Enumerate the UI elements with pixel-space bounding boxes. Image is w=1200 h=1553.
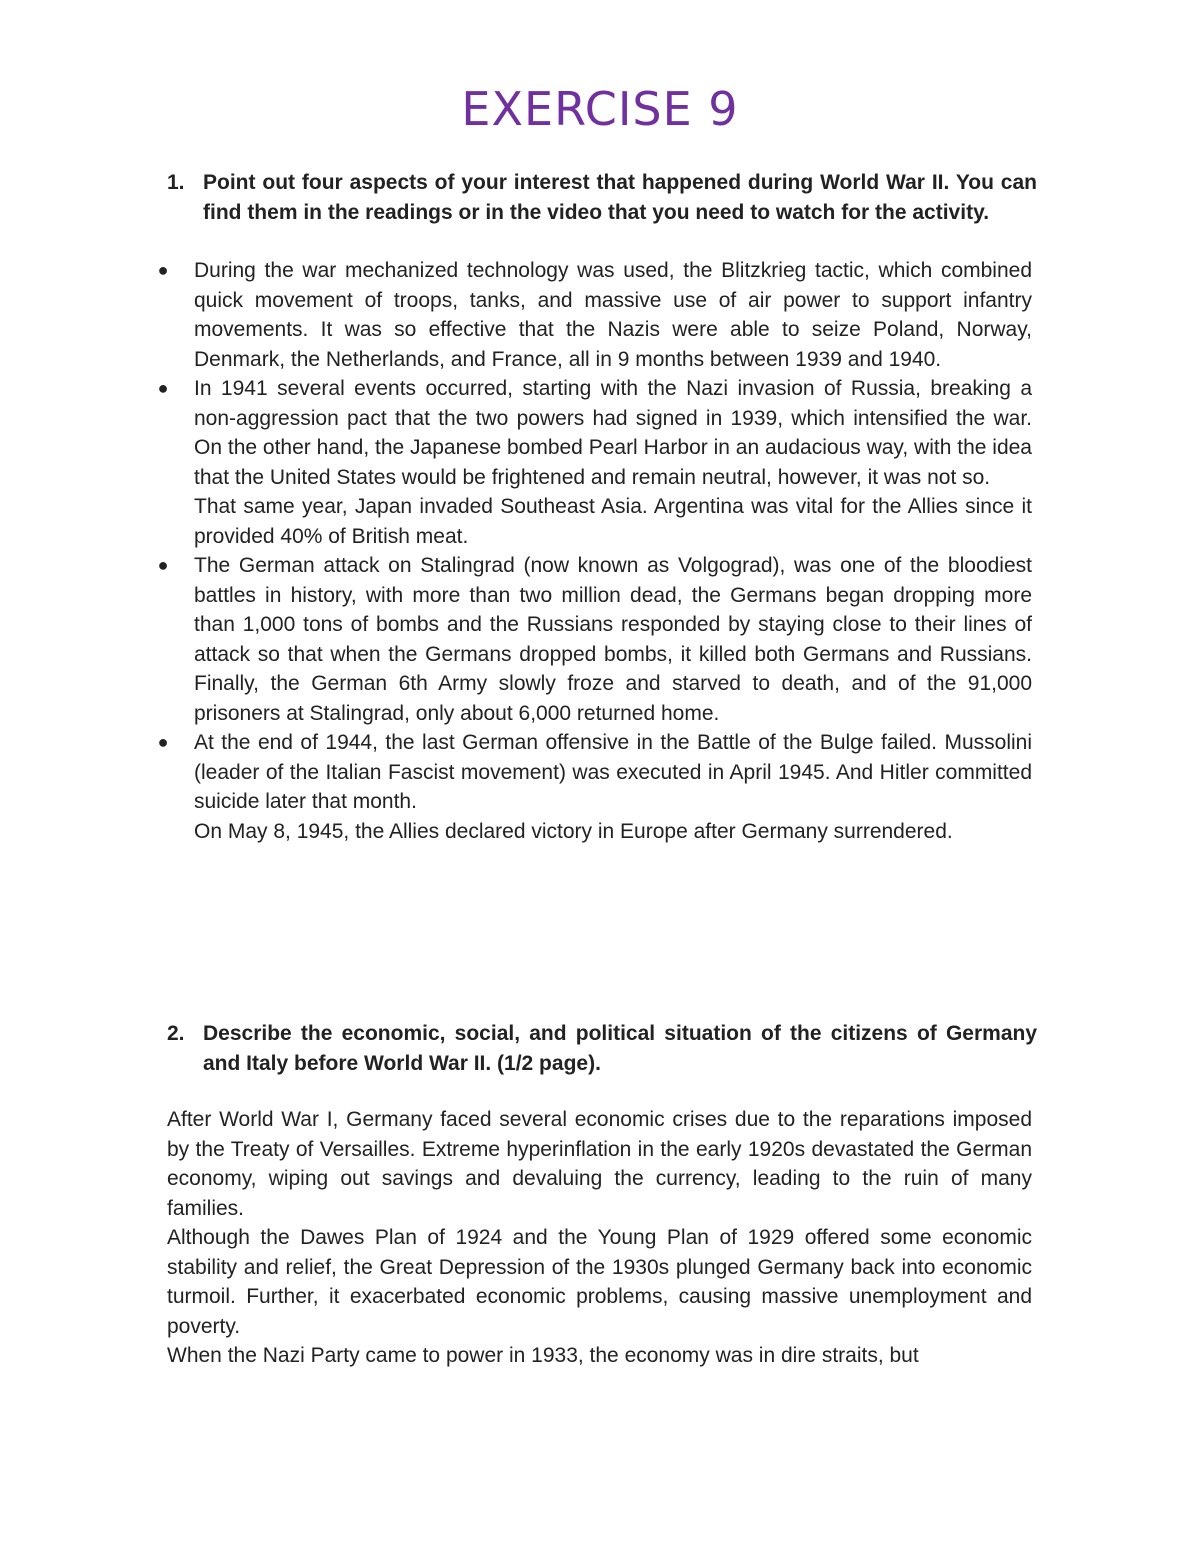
question-2-number: 2. (167, 1022, 185, 1045)
question-1 (167, 168, 1037, 227)
question-1-number: 1. (167, 171, 185, 194)
bullet-paragraph: During the war mechanized technology was used, the Blitzkrieg tactic, which combined quick movement of troops, tanks, and massive use of air power to support infantry movements. It was so effective that the Nazis were able to seize Poland, Norway, Denmark, the Netherlands, and France, all in 9 months between 1939 and 1940. (194, 259, 1032, 371)
bullet-icon: ● (157, 555, 169, 575)
answer-2 (167, 1105, 1032, 1371)
bullet-item (157, 374, 1032, 551)
bullet-icon: ● (157, 260, 169, 280)
answer-paragraph: After World War I, Germany faced several economic crises due to the reparations imposed by the Treaty of Versailles. Extreme hyperinflation in the early 1920s devastated the German economy, wiping out savings and devaluing the currency, leading to the ruin of many families. (167, 1108, 1032, 1220)
bullet-item (157, 728, 1032, 846)
bullet-paragraph: At the end of 1944, the last German offensive in the Battle of the Bulge failed. Mussolini (leader of the Italian Fascist movement) was executed in April 1945. And Hitler committed suicide later that month. (194, 731, 1032, 813)
page-title: EXERCISE 9 (461, 82, 739, 136)
bullet-item (157, 551, 1032, 728)
bullet-paragraph: On May 8, 1945, the Allies declared victory in Europe after Germany surrendered. (194, 819, 953, 843)
answer-paragraph: When the Nazi Party came to power in 1933, the economy was in dire straits, but (167, 1344, 919, 1367)
bullet-icon: ● (157, 732, 169, 752)
bullet-paragraph: In 1941 several events occurred, starting with the Nazi invasion of Russia, breaking a non-aggression pact that the two powers had signed in 1939, which intensified the war. On the other hand, the Japanese bombed Pearl Harbor in an audacious way, with the idea that the United States would be frightened and remain neutral, however, it was not so. (194, 377, 1032, 489)
bullet-paragraph: The German attack on Stalingrad (now known as Volgograd), was one of the bloodiest battles in history, with more than two million dead, the Germans began dropping more than 1,000 tons of bombs and the Russians responded by staying close to their lines of attack so that when the Germans dropped bombs, it killed both Germans and Russians. Finally, the German 6th Army slowly froze and starved to death, and of the 91,000 prisoners at Stalingrad, only about 6,000 returned home. (194, 554, 1032, 725)
question-2-text: Describe the economic, social, and political situation of the citizens of Germany and Italy before World War II. (1/2 page). (203, 1022, 1037, 1075)
question-1-text: Point out four aspects of your interest that happened during World War II. You can find them in the readings or in the video that you need to watch for the activity. (203, 171, 1037, 224)
answer-paragraph: Although the Dawes Plan of 1924 and the Young Plan of 1929 offered some economic stability and relief, the Great Depression of the 1930s plunged Germany back into economic turmoil. Further, it exacerbated economic problems, causing massive unemployment and poverty. (167, 1226, 1032, 1338)
bullet-paragraph: That same year, Japan invaded Southeast Asia. Argentina was vital for the Allies since it provided 40% of British meat. (194, 495, 1032, 548)
bullet-icon: ● (157, 378, 169, 398)
answer-1-bullet-list (157, 256, 1032, 846)
question-2 (167, 1019, 1037, 1078)
bullet-item (157, 256, 1032, 374)
